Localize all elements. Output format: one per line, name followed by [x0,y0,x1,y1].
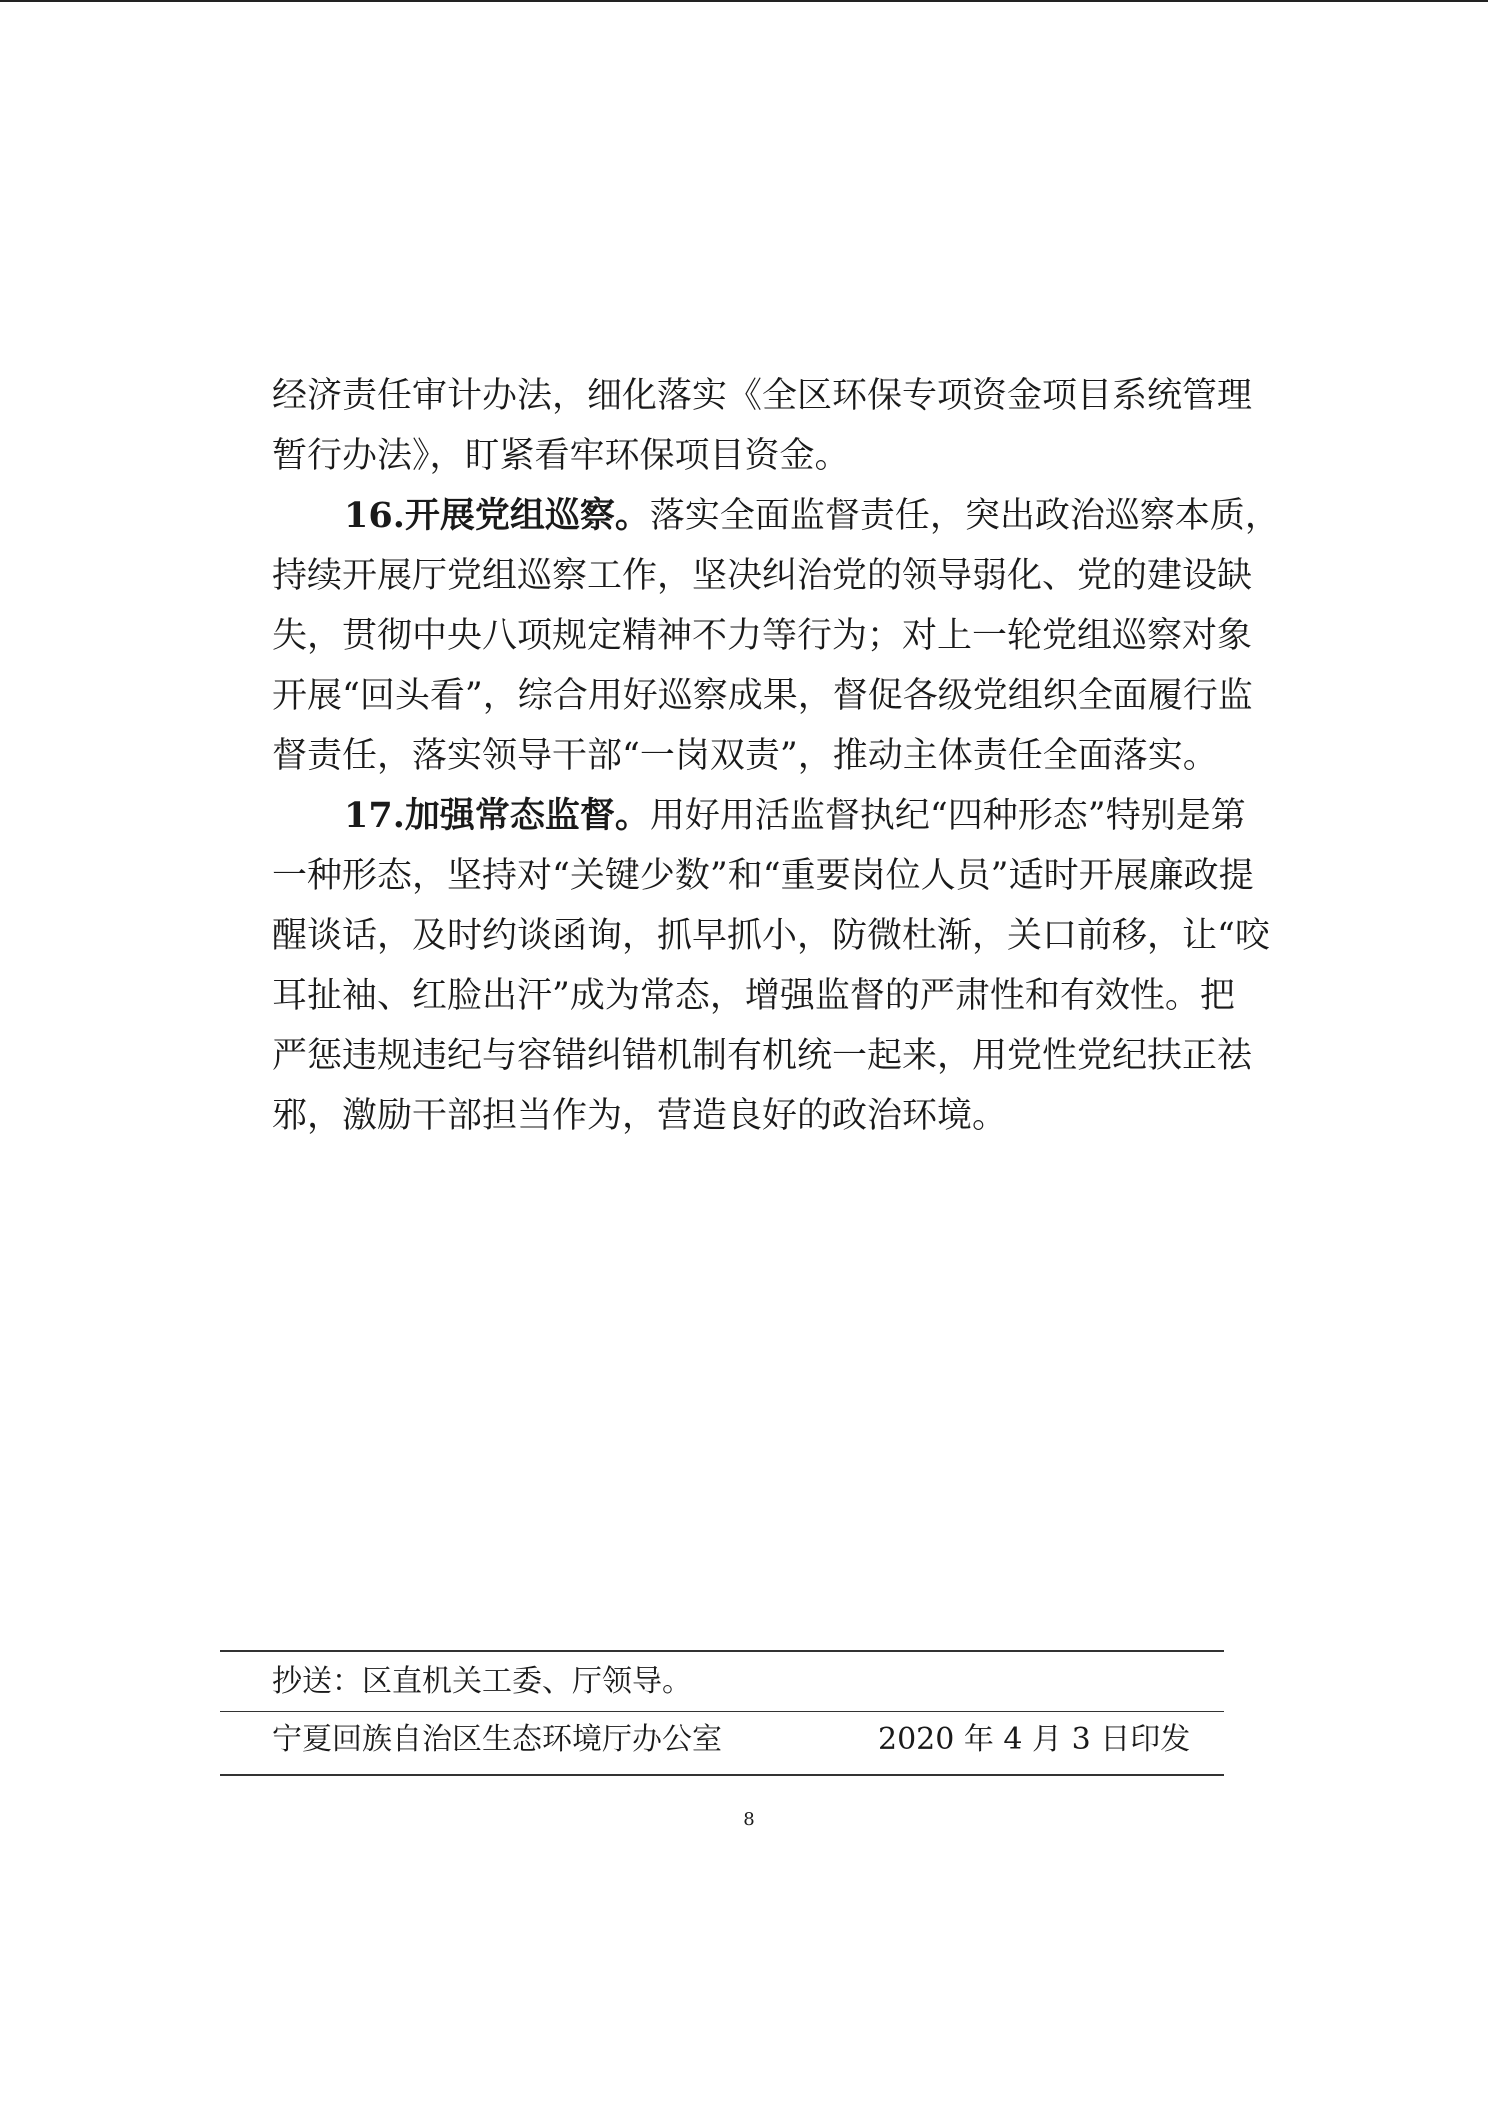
cc-recipients: 抄送：区直机关工委、厅领导。 [272,1664,692,1699]
footer-rule-bottom [220,1774,1224,1776]
paragraph-2-line-3: 失，贯彻中央八项规定精神不力等行为；对上一轮党组巡察对象 [272,616,1253,656]
paragraph-2-line-1 [272,486,1280,546]
paragraph-1-line-2: 暂行办法》，盯紧看牢环保项目资金。 [272,436,850,476]
section-17-heading: 17.加强常态监督。 [344,795,650,836]
paragraph-2-line-4: 开展“回头看”，综合用好巡察成果，督促各级党组织全面履行监 [272,676,1253,716]
paragraph-3-line-2: 一种形态，坚持对“关键少数”和“重要岗位人员”适时开展廉政提 [272,856,1254,896]
document-body [272,366,1280,1146]
issuing-office: 宁夏回族自治区生态环境厅办公室 [272,1722,722,1757]
print-date: 2020 年 4 月 3 日印发 [878,1722,1191,1757]
footer-rule-top [220,1650,1224,1652]
paragraph-3-line-5: 严惩违规违纪与容错纠错机制有机统一起来，用党性党纪扶正祛 [272,1036,1253,1076]
paragraph-3-line-1-text: 用好用活监督执纪“四种形态”特别是第 [649,796,1246,836]
page-top-border [0,0,1488,2]
section-16-heading: 16.开展党组巡察。 [344,495,650,536]
paragraph-3-line-3: 醒谈话，及时约谈函询，抓早抓小，防微杜渐，关口前移，让“咬 [272,916,1270,956]
paragraph-2-line-1-text: 落实全面监督责任，突出政治巡察本质， [649,496,1280,536]
paragraph-1-line-1: 经济责任审计办法，细化落实《全区环保专项资金项目系统管理 [272,376,1253,416]
paragraph-3-line-4: 耳扯袖、红脸出汗”成为常态，增强监督的严肃性和有效性。把 [272,976,1235,1016]
paragraph-3-line-6: 邪，激励干部担当作为，营造良好的政治环境。 [272,1096,1008,1136]
footer-rule-middle [220,1711,1224,1712]
paragraph-2-line-2: 持续开展厅党组巡察工作，坚决纠治党的领导弱化、党的建设缺 [272,556,1253,596]
paragraph-2-line-5: 督责任，落实领导干部“一岗双责”，推动主体责任全面落实。 [272,736,1218,776]
paragraph-3-line-1 [272,786,1246,846]
page-number: 8 [743,1809,755,1830]
